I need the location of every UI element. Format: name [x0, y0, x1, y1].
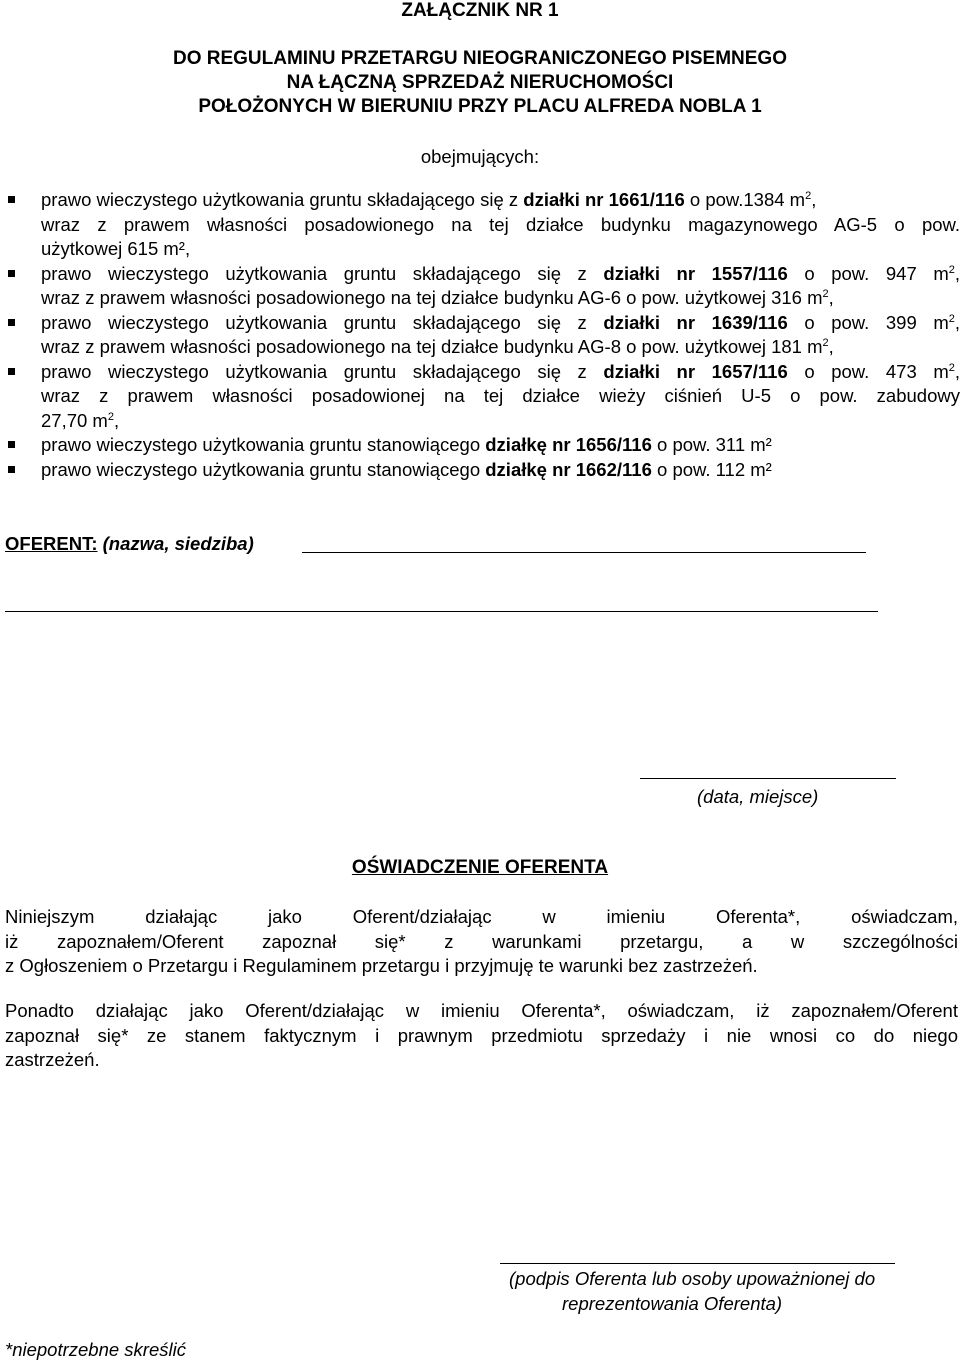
item-line: prawo wieczystego użytkowania gruntu składającego się z działki nr 1557/116 o pow. 947 $m^2$, — [41, 262, 960, 284]
item-line: prawo wieczystego użytkowania gruntu składającego się z działki nr 1657/116 o pow. 473 $m^2$, — [41, 360, 960, 382]
oferent-hint: (nazwa, siedziba) — [97, 533, 254, 554]
signature-field[interactable] — [500, 1263, 895, 1264]
list-item — [8, 433, 960, 458]
item-line: prawo wieczystego użytkowania gruntu składającego się z działki nr 1661/116 o pow.1384 $m^2$, — [41, 189, 817, 210]
signature-label-line-2: reprezentowania Oferenta) — [562, 1293, 783, 1314]
item-line: 27,70 $m^2$, — [41, 409, 120, 431]
oferent-label-row — [5, 533, 254, 555]
item-line: wraz z prawem własności posadowionego na tej działce budynku magazynowego AG-5 o pow. — [41, 213, 960, 235]
list-item — [8, 360, 960, 434]
bullet-icon — [8, 196, 15, 203]
document-subtitle-line-1: DO REGULAMINU PRZETARGU NIEOGRANICZONEGO PISEMNEGO — [172, 48, 787, 69]
item-line: prawo wieczystego użytkowania gruntu stanowiącego działkę nr 1662/116 o pow. 112 m² — [41, 458, 772, 480]
document-subtitle-line-3: POŁOŻONYCH W BIERUNIU PRZY PLACU ALFREDA NOBLA 1 — [198, 96, 762, 117]
paragraph-line: Niniejszym działając jako Oferent/działając w imieniu Oferenta*, oświadczam, — [5, 906, 958, 927]
paragraph-line: zapoznał się* ze stanem faktycznym i prawnym przedmiotu sprzedaży i nie wnosi co do niego — [5, 1024, 958, 1046]
item-line: wraz z prawem własności posadowionej na tej działce wieży ciśnień U-5 o pow. zabudowy — [41, 385, 960, 406]
declaration-paragraph-2 — [5, 999, 958, 1073]
list-item — [8, 311, 960, 360]
intro-text: obejmujących: — [420, 146, 540, 167]
item-line: prawo wieczystego użytkowania gruntu składającego się z działki nr 1639/116 o pow. 399 $m^2$, — [41, 311, 960, 333]
bullet-icon — [8, 441, 15, 448]
item-line: użytkowej 615 m², — [41, 238, 191, 259]
paragraph-line: iż zapoznałem/Oferent zapoznał się* z warunkami przetargu, a w szczególności — [5, 930, 958, 952]
bullet-icon — [8, 319, 15, 326]
oferent-label: OFERENT: — [5, 533, 98, 554]
document-subtitle-line-2: NA ŁĄCZNĄ SPRZEDAŻ NIERUCHOMOŚCI — [286, 72, 674, 93]
list-item — [8, 188, 960, 262]
oferent-address-field[interactable] — [5, 611, 878, 612]
item-line: wraz z prawem własności posadowionego na tej działce budynku AG-6 o pow. użytkowej 316 $m^2$, — [41, 287, 834, 308]
date-place-label: (data, miejsce) — [697, 786, 819, 807]
item-line: prawo wieczystego użytkowania gruntu stanowiącego działkę nr 1656/116 o pow. 311 m² — [41, 434, 772, 455]
document-title: ZAŁĄCZNIK NR 1 — [401, 0, 559, 21]
declaration-paragraph-1 — [5, 905, 958, 979]
property-list — [8, 188, 960, 482]
bullet-icon — [8, 270, 15, 277]
paragraph-line: z Ogłoszeniem o Przetargu i Regulaminem przetargu i przyjmuję te warunki bez zastrzeżeń. — [5, 955, 758, 976]
list-item — [8, 458, 960, 483]
list-item — [8, 262, 960, 311]
paragraph-line: zastrzeżeń. — [5, 1049, 100, 1070]
declaration-title: OŚWIADCZENIE OFERENTA — [351, 857, 609, 878]
item-line: wraz z prawem własności posadowionego na tej działce budynku AG-8 o pow. użytkowej 181 $m^2$, — [41, 336, 834, 357]
bullet-icon — [8, 368, 15, 375]
paragraph-line: Ponadto działając jako Oferent/działając w imieniu Oferenta*, oświadczam, iż zapoznałem/Oferent — [5, 1000, 958, 1021]
signature-label-line-1: (podpis Oferenta lub osoby upoważnionej do — [509, 1268, 876, 1289]
date-place-field[interactable] — [640, 778, 896, 779]
bullet-icon — [8, 466, 15, 473]
footnote: *niepotrzebne skreślić — [5, 1339, 186, 1360]
oferent-name-field[interactable] — [302, 552, 866, 553]
